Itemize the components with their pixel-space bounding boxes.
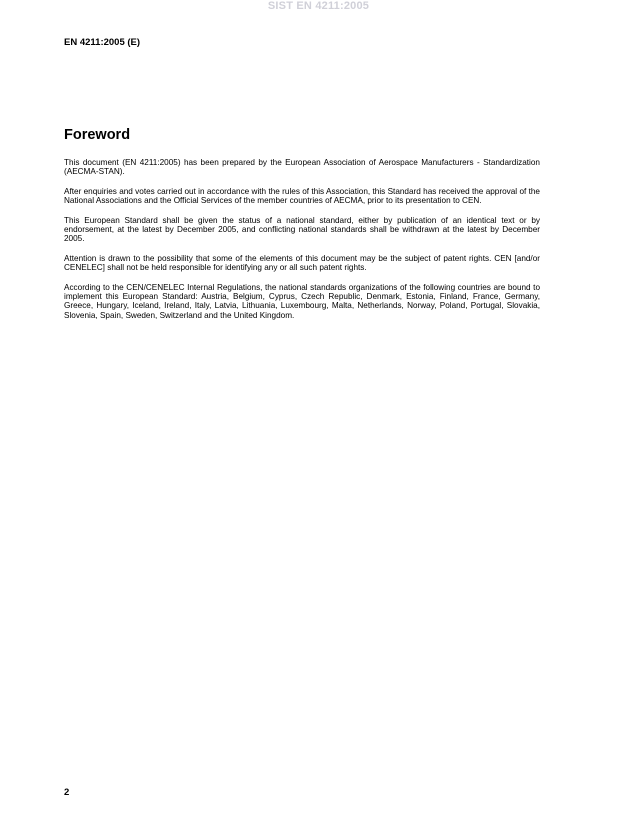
page-number: 2 [64,787,70,798]
watermark-text: SIST EN 4211:2005 [267,0,370,12]
foreword-title: Foreword [64,127,131,143]
foreword-paragraph-5: According to the CEN/CENELEC Internal Regulations, the national standards organizations of the following countries are bound to implement this European Standard: Austria, Belgium, Cyprus, Czech Republic, Denmark, Estonia, Finland, France, Germany, Greece, Hungary, Iceland, Ireland, Italy, Latvia, Lithuania, Luxembourg, Malta, Netherlands, Norway, Poland, Portugal, Slovakia, Slovenia, Spain, Sweden, Switzerland and the United Kingdom. [64,282,540,320]
foreword-paragraph-3: This European Standard shall be given the status of a national standard, either by publication of an identical text or by endorsement, at the latest by December 2005, and conflicting national standards shall be withdrawn at the latest by December 2005. [64,215,540,244]
foreword-paragraph-1: This document (EN 4211:2005) has been prepared by the European Association of Aerospace Manufacturers - Standardization (AECMA-STAN). [64,158,540,177]
document-id-header: EN 4211:2005 (E) [64,37,141,48]
foreword-paragraph-4: Attention is drawn to the possibility that some of the elements of this document may be the subject of patent rights. CEN [and/or CENELEC] shall not be held responsible for identifying any or all such patent rights. [64,253,540,273]
foreword-paragraph-2: After enquiries and votes carried out in accordance with the rules of this Association, this Standard has received the approval of the National Associations and the Official Services of the member countries of AECMA, prior to its presentation to CEN. [64,186,540,206]
foreword-body [64,158,540,330]
